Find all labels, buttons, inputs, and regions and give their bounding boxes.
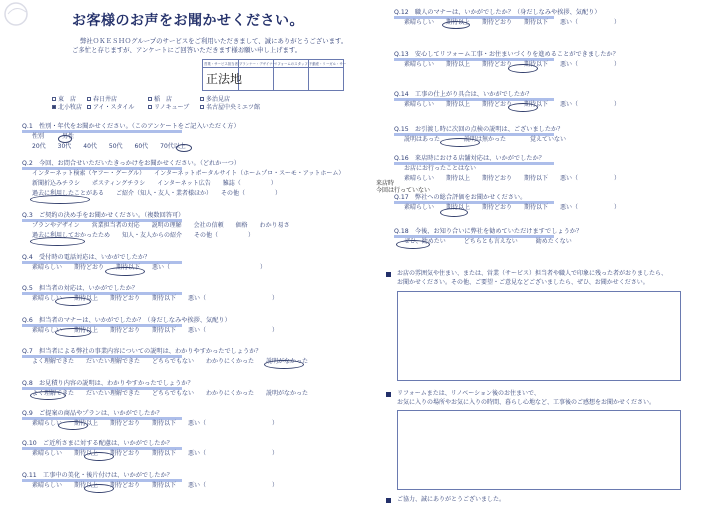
answer-options[interactable]: 過去に利用したことがある ご紹介（知人・友人・業者様ほか） その他（ ） — [32, 190, 282, 197]
question-q5: Q.5 担当者の対応は、いかがでしたか？ — [22, 285, 138, 292]
answer-options[interactable]: よく理解できた だいたい理解できた どちらでもない わかりにくかった 説明がなかった — [32, 358, 308, 365]
handwritten-staff-name: 正法地 — [206, 72, 243, 86]
store-checkbox[interactable]: リノキューブ — [148, 105, 189, 111]
question-q7: Q.7 担当者による弊社の事業内容についての説明は、わかりやすかったでしょうか？ — [22, 348, 262, 355]
question-q1: Q.1 性別・年代をお聞かせください。（このアンケートをご記入いただく方） — [22, 123, 240, 130]
store-checkbox[interactable]: 東 店 — [52, 97, 76, 103]
answer-options[interactable]: 素晴らしい 期待以上 期待どおり 期待以下 悪い（ ） — [404, 61, 621, 68]
company-logo — [2, 2, 38, 26]
answer-circle-mark — [30, 391, 66, 400]
answer-circle-mark — [30, 195, 90, 204]
answer-options[interactable]: 説明はあった 説明は無かった 覚えていない — [404, 136, 566, 143]
question-q17: Q.17 弊社への総合評価をお聞かせください。 — [394, 194, 527, 201]
answer-options[interactable]: プランやデザイン 営業担当者の対応 説明の理解 会社の信頼 価格 わかり易さ — [32, 222, 290, 229]
answer-options[interactable]: 素晴らしい 期待以上 期待どおり 期待以下 悪い（ ） — [32, 420, 279, 427]
comment2-box[interactable] — [397, 410, 681, 490]
answer-options[interactable]: よく理解できた だいたい理解できた どちらでもない わかりにくかった 説明がなかった — [32, 390, 308, 397]
question-q4: Q.4 受付時の電話対応は、いかがでしたか？ — [22, 254, 151, 261]
comment1-box[interactable] — [397, 291, 681, 381]
answer-circle-mark — [508, 103, 538, 112]
staff-col-reform: リフォームのスタッフ — [274, 62, 308, 66]
comment2-line2: お気に入りの場所やお気に入りの時間、暮らし心地など、工事後のご感想をお聞かせください。 — [397, 399, 656, 406]
comment-bullet — [386, 392, 391, 397]
answer-options[interactable]: 新聞折込みチラシ ポスティングチラシ インターネット広告 雑誌（ ） — [32, 180, 277, 187]
answer-options[interactable]: 素晴らしい 期待以上 期待どおり 期待以下 悪い（ ） — [32, 327, 279, 334]
question-q6: Q.6 担当者のマナーは、いかがでしたか？（身だしなみや挨拶、気配り） — [22, 317, 231, 324]
question-q9: Q.9 ご提案の商品やプランは、いかがでしたか？ — [22, 410, 163, 417]
answer-options[interactable]: 素晴らしい 期待以上 期待どおり 期待以下 悪い（ ） — [32, 450, 279, 457]
store-checkbox[interactable]: アイ・スタイル — [87, 105, 134, 111]
handwritten-note: 来店時 今回は行っていない — [376, 180, 431, 195]
comment1-line1: お店の雰囲気や住まい、または、営業（サービス）担当者や職人で印象に残った者がおりましたら、 — [397, 270, 668, 277]
answer-options[interactable]: お店にお行ったことはない — [404, 165, 477, 172]
intro-line-1: 弊社ＯＫＥＳＨＯグループのサービスをご利用いただきまして、誠にありがとうございます。 — [80, 37, 348, 45]
answer-options[interactable]: 20代 30代 40代 50代 60代 70代以上 — [32, 143, 186, 150]
page-title: お客様のお声をお聞かせください。 — [72, 13, 304, 29]
answer-options[interactable]: インターネット検索（ヤフー・グーグル） インターネットポータルサイト（ホームプロ・スーモ・アットホーム） — [32, 170, 345, 177]
question-q11: Q.11 工事中の美化・後片付けは、いかがでしたか？ — [22, 472, 173, 479]
intro-line-2: ご多忙と存じますが、アンケートにご回答いただきます様お願い申し上げます。 — [72, 46, 302, 54]
staff-table — [202, 59, 347, 91]
answer-circle-mark — [30, 237, 85, 246]
answer-options[interactable]: ぜひ、勧めたい どちらとも言えない 勧めたくない — [404, 238, 572, 245]
answer-options[interactable]: 過去に利用しておかったため 知人・友人からの紹介 その他（ ） — [32, 232, 255, 239]
question-q8: Q.8 お見積り内容の説明は、わかりやすかったでしょうか？ — [22, 380, 194, 387]
question-q2: Q.2 今回、お問合せいただいたきっかけをお聞かせください。（どれか一つ） — [22, 160, 241, 167]
answer-options[interactable]: 素晴らしい 期待どおり 期待以下 悪い（ ） — [32, 264, 267, 271]
answer-circle-mark — [58, 135, 72, 143]
answer-circle-mark — [176, 144, 192, 152]
closing-bullet — [386, 498, 391, 503]
question-q16: Q.16 来店時における店舗対応は、いかがでしたか？ — [394, 155, 545, 162]
answer-circle-mark — [440, 138, 480, 147]
answer-options[interactable]: 素晴らしい 期待以上 期待どおり 期待以下 悪い（ ） — [32, 295, 279, 302]
answer-options[interactable]: 素晴らしい 期待以上 期待どおり 期待以下 悪い（ ） — [404, 19, 621, 26]
answer-circle-mark — [84, 484, 114, 493]
store-checkbox[interactable]: 名古屋中央ミエツ館 — [200, 105, 260, 111]
answer-circle-mark — [440, 208, 468, 217]
staff-col-planner: プランナー・デザイナー — [239, 62, 277, 66]
store-checkbox[interactable]: 春日井店 — [87, 97, 117, 103]
comment2-line1: リフォームまたは、リノベーション後のお住まいで、 — [397, 390, 540, 397]
answer-options[interactable]: 性別 男性 — [32, 133, 75, 140]
answer-circle-mark — [508, 64, 538, 73]
answer-options[interactable]: 素晴らしい 期待以上 期待どおり 期待以下 悪い（ ） — [404, 101, 621, 108]
answer-circle-mark — [264, 360, 304, 369]
store-checkbox[interactable]: 稲 店 — [148, 97, 172, 103]
answer-options[interactable]: 素晴らしい 期待以上 期待どおり 期待以下 悪い（ ） — [404, 175, 621, 182]
store-checkbox-checked[interactable]: 北小牧店 — [52, 105, 82, 111]
staff-col-sales: 営業・サービス担当者 — [204, 62, 238, 66]
comment-bullet — [386, 272, 391, 277]
closing-text: ご協力、誠にありがとうございました。 — [397, 496, 506, 503]
answer-options[interactable]: 素晴らしい 期待以上 期待どおり 期待以下 悪い（ ） — [404, 204, 621, 211]
answer-circle-mark — [396, 240, 430, 249]
answer-circle-mark — [55, 297, 91, 306]
question-q10: Q.10 ご近所さまに対する配慮は、いかがでしたか？ — [22, 440, 173, 447]
answer-circle-mark — [58, 421, 88, 430]
store-checkbox[interactable]: 多治見店 — [200, 97, 230, 103]
answer-options[interactable]: 素晴らしい 期待以上 期待どおり 期待以下 悪い（ ） — [32, 482, 279, 489]
question-q18: Q.18 今後、お知り合いに弊社を勧めていただけますでしょうか？ — [394, 228, 583, 235]
answer-circle-mark — [84, 452, 114, 461]
answer-circle-mark — [442, 21, 470, 29]
question-q3: Q.3 ご契約の決め手をお聞かせください。（複数回答可） — [22, 212, 185, 219]
answer-circle-mark — [55, 328, 91, 337]
answer-circle-mark — [105, 267, 145, 276]
question-q15: Q.15 お引渡し時に次回の点検の説明は、ございましたか？ — [394, 126, 564, 133]
staff-col-realestate: 不動産・リーガル・サー — [309, 62, 347, 66]
question-q14: Q.14 工事の仕上がり具合は、いかがでしたか？ — [394, 91, 533, 98]
comment1-line2: お聞かせください。その他、ご要望・ご意見などございましたら、ぜひ、お聞かせください。 — [397, 279, 649, 286]
question-q13: Q.13 安心してリフォーム工事・お住まいづくりを進めることができましたか？ — [394, 51, 619, 58]
question-q12: Q.12 職人のマナーは、いかがでしたか？（身だしなみや挨拶、気配り） — [394, 9, 601, 16]
